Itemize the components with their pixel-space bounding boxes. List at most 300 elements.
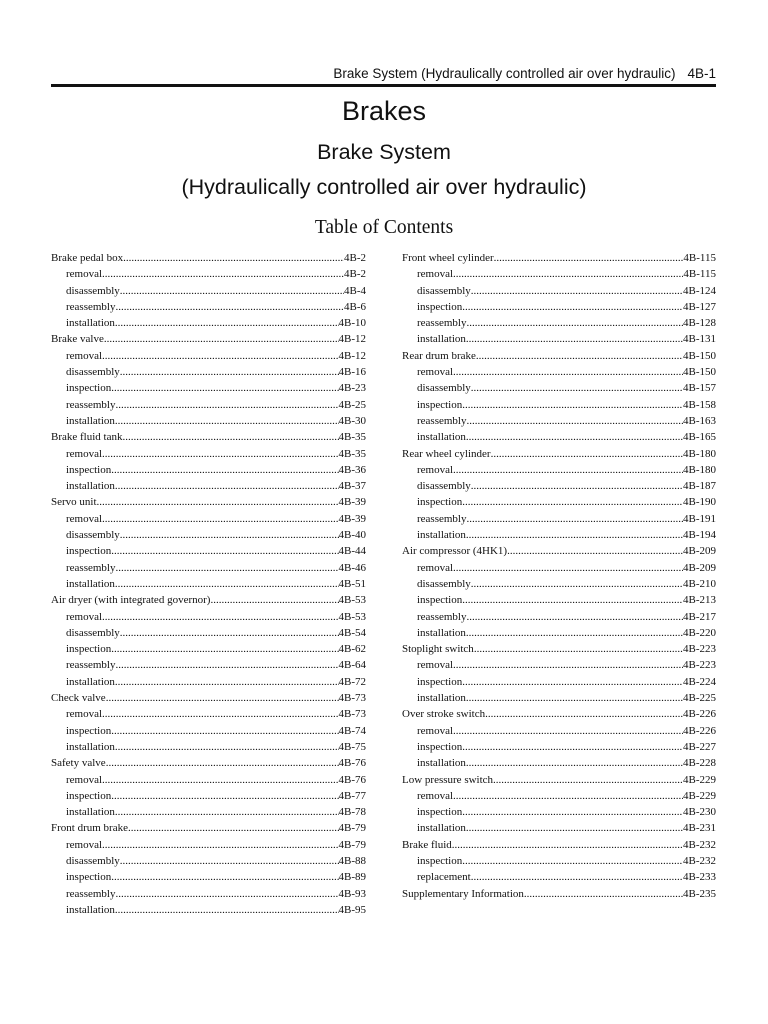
toc-entry-page: 4B-226 bbox=[683, 708, 716, 721]
toc-entry-label: removal bbox=[417, 659, 454, 672]
toc-dot-leader bbox=[466, 315, 683, 331]
toc-dot-leader bbox=[106, 755, 339, 771]
toc-entry-page: 4B-62 bbox=[338, 643, 366, 656]
toc-dot-leader bbox=[474, 641, 683, 657]
toc-subentry[interactable] bbox=[402, 674, 716, 690]
toc-entry[interactable] bbox=[402, 446, 716, 462]
toc-entry-page: 4B-229 bbox=[683, 773, 716, 786]
toc-subentry[interactable] bbox=[402, 331, 716, 347]
toc-dot-leader bbox=[115, 739, 339, 755]
toc-dot-leader bbox=[111, 543, 338, 559]
toc-subentry[interactable] bbox=[51, 869, 366, 885]
toc-subentry[interactable] bbox=[51, 641, 366, 657]
toc-entry-page: 4B-165 bbox=[683, 431, 716, 444]
toc-entry-page: 4B-115 bbox=[683, 268, 716, 281]
toc-subentry[interactable] bbox=[51, 543, 366, 559]
toc-subentry[interactable] bbox=[51, 478, 366, 494]
toc-dot-leader bbox=[120, 625, 339, 641]
toc-dot-leader bbox=[453, 723, 683, 739]
toc-subentry[interactable] bbox=[402, 462, 716, 478]
toc-entry-page: 4B-232 bbox=[683, 854, 716, 867]
toc-entry-page: 4B-224 bbox=[683, 675, 716, 688]
toc-dot-leader bbox=[471, 380, 683, 396]
toc-entry-page: 4B-225 bbox=[683, 692, 716, 705]
toc-entry-label: installation bbox=[417, 333, 466, 346]
toc-entry-label: installation bbox=[66, 414, 115, 427]
toc-subentry[interactable] bbox=[402, 755, 716, 771]
toc-entry-page: 4B-150 bbox=[683, 366, 716, 379]
toc-dot-leader bbox=[485, 706, 683, 722]
toc-subentry[interactable] bbox=[51, 462, 366, 478]
toc-entry-label: disassembly bbox=[66, 366, 120, 379]
toc-entry-label: reassembly bbox=[66, 561, 116, 574]
toc-subentry[interactable] bbox=[51, 511, 366, 527]
toc-dot-leader bbox=[462, 853, 683, 869]
toc-dot-leader bbox=[123, 250, 344, 266]
toc-entry-label: removal bbox=[66, 349, 103, 362]
toc-entry-label: removal bbox=[417, 366, 454, 379]
toc-subentry[interactable] bbox=[51, 837, 366, 853]
toc-entry-label: disassembly bbox=[417, 382, 471, 395]
toc-subentry[interactable] bbox=[402, 820, 716, 836]
toc-subentry[interactable] bbox=[51, 315, 366, 331]
toc-dot-leader bbox=[102, 511, 338, 527]
toc-dot-leader bbox=[111, 869, 338, 885]
toc-entry-label: reassembly bbox=[66, 659, 116, 672]
toc-dot-leader bbox=[462, 494, 683, 510]
toc-dot-leader bbox=[120, 283, 344, 299]
toc-entry-page: 4B-232 bbox=[683, 838, 716, 851]
toc-subentry[interactable] bbox=[402, 478, 716, 494]
toc-entry-label: installation bbox=[417, 626, 466, 639]
toc-dot-leader bbox=[102, 706, 338, 722]
toc-dot-leader bbox=[97, 494, 339, 510]
toc-subentry[interactable] bbox=[402, 576, 716, 592]
toc-subentry[interactable] bbox=[51, 527, 366, 543]
toc-subentry[interactable] bbox=[51, 886, 366, 902]
toc-dot-leader bbox=[210, 592, 338, 608]
toc-entry-label: installation bbox=[417, 692, 466, 705]
toc-entry-label: inspection bbox=[417, 854, 463, 867]
toc-subentry[interactable] bbox=[51, 788, 366, 804]
toc-subentry[interactable] bbox=[51, 380, 366, 396]
toc-subentry[interactable] bbox=[51, 674, 366, 690]
toc-entry-label: reassembly bbox=[417, 414, 467, 427]
toc-entry[interactable] bbox=[402, 543, 716, 559]
toc-entry-page: 4B-209 bbox=[683, 561, 716, 574]
toc-dot-leader bbox=[494, 250, 684, 266]
toc-entry-label: inspection bbox=[417, 675, 463, 688]
toc-dot-leader bbox=[102, 446, 338, 462]
toc-dot-leader bbox=[102, 348, 338, 364]
toc-entry-page: 4B-72 bbox=[338, 675, 366, 688]
toc-entry-page: 4B-51 bbox=[338, 577, 366, 590]
toc-entry[interactable] bbox=[51, 494, 366, 510]
toc-entry-label: inspection bbox=[417, 496, 463, 509]
toc-entry-label: inspection bbox=[66, 463, 112, 476]
toc-entry-page: 4B-36 bbox=[338, 463, 366, 476]
toc-dot-leader bbox=[507, 543, 683, 559]
toc-subentry[interactable] bbox=[402, 364, 716, 380]
toc-subentry[interactable] bbox=[402, 315, 716, 331]
toc-entry-label: inspection bbox=[417, 398, 463, 411]
toc-dot-leader bbox=[476, 348, 683, 364]
toc-entry-page: 4B-79 bbox=[338, 838, 366, 851]
toc-entry-page: 4B-74 bbox=[338, 724, 366, 737]
toc-dot-leader bbox=[466, 527, 683, 543]
toc-dot-leader bbox=[115, 413, 339, 429]
toc-dot-leader bbox=[115, 397, 338, 413]
toc-entry-page: 4B-93 bbox=[338, 887, 366, 900]
toc-entry-label: installation bbox=[417, 431, 466, 444]
toc-subentry[interactable] bbox=[402, 739, 716, 755]
toc-dot-leader bbox=[466, 511, 683, 527]
toc-entry-label: inspection bbox=[417, 300, 463, 313]
toc-subentry[interactable] bbox=[402, 429, 716, 445]
toc-subentry[interactable] bbox=[51, 348, 366, 364]
toc-entry-page: 4B-79 bbox=[338, 822, 366, 835]
toc-dot-leader bbox=[120, 853, 339, 869]
toc-dot-leader bbox=[111, 462, 338, 478]
toc-entry-label: Brake fluid tank bbox=[51, 431, 123, 444]
toc-dot-leader bbox=[466, 820, 683, 836]
toc-entry-label: Low pressure switch bbox=[402, 773, 494, 786]
toc-entry-label: installation bbox=[66, 675, 115, 688]
toc-entry-label: installation bbox=[66, 806, 115, 819]
toc-subentry[interactable] bbox=[51, 625, 366, 641]
toc-subentry[interactable] bbox=[51, 413, 366, 429]
toc-dot-leader bbox=[115, 886, 338, 902]
toc-subentry[interactable] bbox=[402, 788, 716, 804]
toc-entry-label: inspection bbox=[66, 724, 112, 737]
toc-entry-label: installation bbox=[66, 480, 115, 493]
toc-entry-page: 4B-76 bbox=[338, 757, 366, 770]
toc-entry-label: inspection bbox=[417, 806, 463, 819]
toc-entry[interactable] bbox=[51, 820, 366, 836]
toc-entry-page: 4B-73 bbox=[338, 708, 366, 721]
toc-subentry[interactable] bbox=[51, 364, 366, 380]
toc-dot-leader bbox=[466, 690, 683, 706]
toc-subentry[interactable] bbox=[51, 266, 366, 282]
toc-entry-page: 4B-190 bbox=[683, 496, 716, 509]
toc-dot-leader bbox=[115, 902, 339, 918]
toc-subentry[interactable] bbox=[402, 723, 716, 739]
toc-subentry[interactable] bbox=[402, 609, 716, 625]
toc-subentry[interactable] bbox=[402, 592, 716, 608]
toc-entry-page: 4B-4 bbox=[344, 284, 366, 297]
header-rule bbox=[51, 84, 716, 87]
toc-dot-leader bbox=[453, 462, 683, 478]
toc-subentry[interactable] bbox=[402, 380, 716, 396]
toc-dot-leader bbox=[115, 804, 339, 820]
toc-subentry[interactable] bbox=[402, 397, 716, 413]
toc-entry[interactable] bbox=[51, 250, 366, 266]
toc-dot-leader bbox=[115, 478, 339, 494]
toc-entry-label: inspection bbox=[66, 545, 112, 558]
toc-dot-leader bbox=[453, 560, 683, 576]
toc-entry-label: reassembly bbox=[417, 512, 467, 525]
toc-entry[interactable] bbox=[51, 690, 366, 706]
toc-entry-page: 4B-217 bbox=[683, 610, 716, 623]
toc-entry[interactable] bbox=[402, 886, 716, 902]
toc-entry-page: 4B-30 bbox=[338, 414, 366, 427]
toc-entry-label: removal bbox=[66, 447, 103, 460]
toc-dot-leader bbox=[111, 641, 338, 657]
toc-entry[interactable] bbox=[51, 331, 366, 347]
toc-dot-leader bbox=[128, 820, 339, 836]
toc-entry-label: disassembly bbox=[417, 284, 471, 297]
toc-entry-label: installation bbox=[417, 529, 466, 542]
toc-entry-page: 4B-223 bbox=[683, 643, 716, 656]
toc-entry-label: reassembly bbox=[66, 887, 116, 900]
toc-entry-page: 4B-35 bbox=[338, 447, 366, 460]
toc-dot-leader bbox=[453, 266, 683, 282]
toc-entry[interactable] bbox=[402, 348, 716, 364]
toc-dot-leader bbox=[466, 331, 683, 347]
toc-entry-page: 4B-231 bbox=[683, 822, 716, 835]
toc-entry-page: 4B-187 bbox=[683, 480, 716, 493]
toc-subentry[interactable] bbox=[51, 299, 366, 315]
toc-entry-label: Check valve bbox=[51, 692, 106, 705]
toc-dot-leader bbox=[120, 364, 339, 380]
toc-entry-label: Front wheel cylinder bbox=[402, 252, 494, 264]
toc-entry-label: disassembly bbox=[66, 626, 120, 639]
toc-subentry[interactable] bbox=[402, 690, 716, 706]
toc-dot-leader bbox=[102, 837, 338, 853]
toc-entry-label: inspection bbox=[417, 594, 463, 607]
toc-dot-leader bbox=[122, 429, 338, 445]
toc-entry-page: 4B-25 bbox=[338, 398, 366, 411]
toc-entry-label: disassembly bbox=[417, 480, 471, 493]
toc-entry-page: 4B-235 bbox=[683, 887, 716, 900]
toc-subentry[interactable] bbox=[402, 266, 716, 282]
toc-subentry[interactable] bbox=[402, 494, 716, 510]
toc-entry-label: disassembly bbox=[66, 854, 120, 867]
toc-entry-page: 4B-37 bbox=[338, 480, 366, 493]
toc-entry-label: Stoplight switch bbox=[402, 643, 474, 656]
toc-dot-leader bbox=[462, 397, 683, 413]
toc-subentry[interactable] bbox=[51, 706, 366, 722]
toc-dot-leader bbox=[462, 739, 683, 755]
toc-entry-page: 4B-127 bbox=[683, 300, 716, 313]
toc-entry-label: Brake valve bbox=[51, 333, 104, 346]
toc-subentry[interactable] bbox=[402, 560, 716, 576]
toc-subentry[interactable] bbox=[402, 527, 716, 543]
toc-subentry[interactable] bbox=[51, 446, 366, 462]
toc-entry-page: 4B-78 bbox=[338, 806, 366, 819]
toc-subentry[interactable] bbox=[402, 657, 716, 673]
toc-dot-leader bbox=[466, 429, 683, 445]
toc-entry[interactable] bbox=[402, 250, 716, 266]
toc-dot-leader bbox=[466, 625, 683, 641]
toc-right-column bbox=[402, 250, 716, 902]
toc-entry-label: removal bbox=[66, 838, 103, 851]
toc-entry-label: Rear wheel cylinder bbox=[402, 447, 491, 460]
toc-entry-label: inspection bbox=[66, 382, 112, 395]
toc-entry[interactable] bbox=[51, 755, 366, 771]
toc-dot-leader bbox=[462, 804, 683, 820]
toc-subentry[interactable] bbox=[402, 283, 716, 299]
toc-dot-leader bbox=[471, 869, 683, 885]
toc-entry-page: 4B-213 bbox=[683, 594, 716, 607]
toc-entry-label: reassembly bbox=[417, 610, 467, 623]
toc-entry-label: installation bbox=[66, 740, 115, 753]
toc-subentry[interactable] bbox=[51, 283, 366, 299]
toc-entry-label: installation bbox=[66, 317, 115, 330]
toc-entry[interactable] bbox=[51, 592, 366, 608]
toc-dot-leader bbox=[471, 478, 683, 494]
toc-subentry[interactable] bbox=[402, 625, 716, 641]
toc-entry-page: 4B-53 bbox=[338, 594, 366, 607]
toc-dot-leader bbox=[453, 657, 683, 673]
toc-entry-page: 4B-220 bbox=[683, 626, 716, 639]
toc-entry-page: 4B-75 bbox=[338, 740, 366, 753]
toc-entry[interactable] bbox=[402, 706, 716, 722]
toc-entry-page: 4B-6 bbox=[344, 300, 366, 313]
toc-entry-page: 4B-12 bbox=[338, 333, 366, 346]
toc-dot-leader bbox=[111, 788, 338, 804]
toc-entry-page: 4B-40 bbox=[338, 529, 366, 542]
toc-entry-page: 4B-39 bbox=[338, 512, 366, 525]
toc-dot-leader bbox=[452, 837, 683, 853]
running-header-title: Brake System (Hydraulically controlled air over hydraulic) bbox=[333, 66, 676, 81]
toc-dot-leader bbox=[115, 299, 344, 315]
toc-entry-label: Supplementary Information bbox=[402, 887, 524, 900]
toc-entry-label: inspection bbox=[66, 871, 112, 884]
toc-entry-label: removal bbox=[66, 268, 103, 281]
toc-subentry[interactable] bbox=[402, 413, 716, 429]
toc-subentry[interactable] bbox=[402, 804, 716, 820]
toc-entry-page: 4B-35 bbox=[338, 431, 366, 444]
toc-entry-page: 4B-53 bbox=[338, 610, 366, 623]
toc-dot-leader bbox=[120, 527, 339, 543]
toc-subentry[interactable] bbox=[51, 739, 366, 755]
toc-entry-page: 4B-131 bbox=[683, 333, 716, 346]
toc-subentry[interactable] bbox=[51, 902, 366, 918]
toc-entry-label: Air dryer (with integrated governor) bbox=[51, 594, 211, 607]
toc-entry-label: Over stroke switch bbox=[402, 708, 486, 721]
running-header-page-number: 4B-1 bbox=[687, 66, 716, 81]
toc-subentry[interactable] bbox=[51, 576, 366, 592]
toc-dot-leader bbox=[491, 446, 683, 462]
toc-dot-leader bbox=[453, 788, 683, 804]
toc-entry-page: 4B-44 bbox=[338, 545, 366, 558]
toc-entry-page: 4B-2 bbox=[344, 268, 366, 281]
toc-entry[interactable] bbox=[51, 429, 366, 445]
toc-dot-leader bbox=[102, 609, 338, 625]
toc-subentry[interactable] bbox=[51, 657, 366, 673]
toc-entry-label: Front drum brake bbox=[51, 822, 128, 835]
toc-dot-leader bbox=[115, 674, 339, 690]
toc-entry-page: 4B-227 bbox=[683, 740, 716, 753]
toc-dot-leader bbox=[115, 576, 339, 592]
toc-subentry[interactable] bbox=[402, 869, 716, 885]
toc-entry-page: 4B-95 bbox=[338, 903, 366, 916]
toc-entry-label: removal bbox=[66, 512, 103, 525]
document-subtitle: Brake System bbox=[317, 140, 451, 164]
toc-entry-label: Servo unit bbox=[51, 496, 97, 509]
toc-subentry[interactable] bbox=[51, 772, 366, 788]
toc-entry-page: 4B-76 bbox=[338, 773, 366, 786]
toc-entry-label: disassembly bbox=[66, 284, 120, 297]
toc-subentry[interactable] bbox=[51, 609, 366, 625]
toc-entry-page: 4B-2 bbox=[344, 252, 366, 264]
toc-dot-leader bbox=[471, 576, 683, 592]
toc-subentry[interactable] bbox=[402, 511, 716, 527]
toc-entry-page: 4B-88 bbox=[338, 854, 366, 867]
toc-entry[interactable] bbox=[402, 641, 716, 657]
toc-entry-label: reassembly bbox=[417, 317, 467, 330]
toc-entry-label: inspection bbox=[66, 789, 112, 802]
toc-dot-leader bbox=[104, 331, 339, 347]
toc-entry-page: 4B-180 bbox=[683, 463, 716, 476]
toc-dot-leader bbox=[111, 723, 338, 739]
toc-entry-label: removal bbox=[66, 708, 103, 721]
toc-subentry[interactable] bbox=[402, 853, 716, 869]
toc-dot-leader bbox=[466, 413, 683, 429]
toc-dot-leader bbox=[471, 283, 683, 299]
toc-entry-label: disassembly bbox=[66, 529, 120, 542]
toc-entry-label: disassembly bbox=[417, 577, 471, 590]
toc-entry-label: replacement bbox=[417, 871, 471, 884]
toc-dot-leader bbox=[462, 592, 683, 608]
document-title: Brakes bbox=[341, 96, 427, 126]
toc-entry-label: Safety valve bbox=[51, 757, 106, 770]
toc-entry-page: 4B-23 bbox=[338, 382, 366, 395]
toc-entry-label: Air compressor (4HK1) bbox=[402, 545, 508, 558]
toc-subentry[interactable] bbox=[51, 853, 366, 869]
toc-entry-page: 4B-226 bbox=[683, 724, 716, 737]
toc-subentry[interactable] bbox=[51, 560, 366, 576]
toc-entry-page: 4B-124 bbox=[683, 284, 716, 297]
toc-entry-label: installation bbox=[417, 822, 466, 835]
toc-entry-page: 4B-230 bbox=[683, 806, 716, 819]
toc-entry-label: removal bbox=[417, 463, 454, 476]
toc-entry-page: 4B-128 bbox=[683, 317, 716, 330]
toc-entry-label: Rear drum brake bbox=[402, 349, 476, 362]
toc-subentry[interactable] bbox=[402, 299, 716, 315]
toc-entry-label: removal bbox=[417, 789, 454, 802]
toc-subentry[interactable] bbox=[51, 723, 366, 739]
toc-entry-page: 4B-46 bbox=[338, 561, 366, 574]
toc-dot-leader bbox=[115, 315, 339, 331]
toc-entry-label: inspection bbox=[66, 643, 112, 656]
toc-subentry[interactable] bbox=[51, 804, 366, 820]
document-subtitle-qualifier: (Hydraulically controlled air over hydraulic) bbox=[181, 175, 587, 199]
running-header bbox=[333, 66, 716, 81]
toc-entry-label: removal bbox=[66, 610, 103, 623]
toc-entry[interactable] bbox=[402, 837, 716, 853]
toc-entry-page: 4B-150 bbox=[683, 349, 716, 362]
toc-entry-label: inspection bbox=[417, 740, 463, 753]
toc-entry-page: 4B-115 bbox=[683, 252, 716, 264]
toc-entry-page: 4B-39 bbox=[338, 496, 366, 509]
toc-dot-leader bbox=[102, 266, 344, 282]
toc-dot-leader bbox=[466, 609, 683, 625]
toc-dot-leader bbox=[466, 755, 683, 771]
toc-dot-leader bbox=[115, 560, 338, 576]
toc-subentry[interactable] bbox=[51, 397, 366, 413]
toc-entry-page: 4B-89 bbox=[338, 871, 366, 884]
toc-entry-page: 4B-158 bbox=[683, 398, 716, 411]
toc-entry-page: 4B-157 bbox=[683, 382, 716, 395]
toc-entry[interactable] bbox=[402, 772, 716, 788]
toc-entry-page: 4B-228 bbox=[683, 757, 716, 770]
toc-entry-page: 4B-223 bbox=[683, 659, 716, 672]
toc-entry-page: 4B-233 bbox=[683, 871, 716, 884]
toc-entry-page: 4B-54 bbox=[338, 626, 366, 639]
toc-dot-leader bbox=[106, 690, 339, 706]
